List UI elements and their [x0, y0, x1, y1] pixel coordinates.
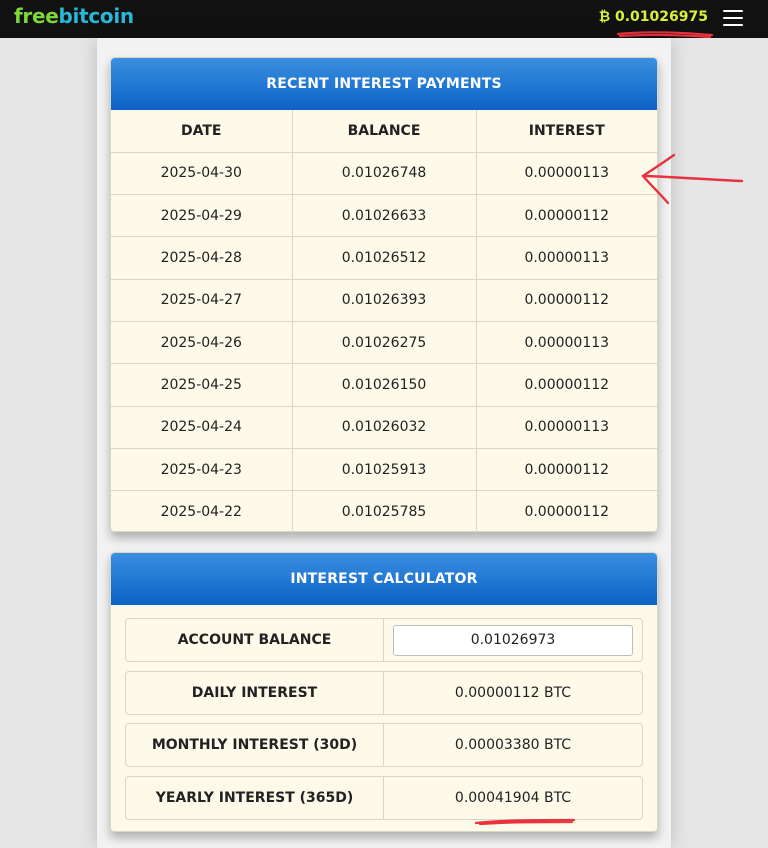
payment-balance-cell: 0.01026633	[292, 195, 476, 237]
table-header-row	[111, 110, 657, 152]
payment-date-cell: 2025-04-22	[111, 491, 292, 533]
payment-interest-cell: 0.00000112	[476, 279, 657, 321]
calculator-panel-title: INTEREST CALCULATOR	[111, 553, 657, 605]
table-row	[111, 364, 657, 406]
payments-table	[111, 110, 657, 533]
payment-balance-cell: 0.01025785	[292, 491, 476, 533]
account-balance-row	[125, 618, 643, 662]
payment-interest-cell: 0.00000113	[476, 321, 657, 363]
payment-date-cell: 2025-04-26	[111, 321, 292, 363]
payment-date-cell: 2025-04-23	[111, 448, 292, 490]
payment-date-cell: 2025-04-28	[111, 237, 292, 279]
table-row	[111, 448, 657, 490]
yearly-interest-label: YEARLY INTEREST (365D)	[126, 777, 384, 819]
payment-balance-cell: 0.01026150	[292, 364, 476, 406]
payment-balance-cell: 0.01025913	[292, 448, 476, 490]
freebitcoin-logo[interactable]	[14, 4, 134, 28]
payments-panel-title: RECENT INTEREST PAYMENTS	[111, 58, 657, 110]
table-row	[111, 491, 657, 533]
table-row	[111, 279, 657, 321]
table-row	[111, 152, 657, 194]
payment-interest-cell: 0.00000113	[476, 237, 657, 279]
daily-interest-row	[125, 671, 643, 715]
payment-balance-cell: 0.01026032	[292, 406, 476, 448]
payment-date-cell: 2025-04-24	[111, 406, 292, 448]
column-header-date: DATE	[111, 110, 292, 152]
column-header-balance: BALANCE	[292, 110, 476, 152]
payment-balance-cell: 0.01026393	[292, 279, 476, 321]
table-row	[111, 321, 657, 363]
top-bar	[0, 0, 768, 38]
payment-interest-cell: 0.00000113	[476, 152, 657, 194]
payment-interest-cell: 0.00000113	[476, 406, 657, 448]
hamburger-menu-icon[interactable]	[723, 10, 743, 26]
payment-interest-cell: 0.00000112	[476, 195, 657, 237]
account-balance-display: ₿ 0.01026975	[598, 9, 708, 25]
monthly-interest-label: MONTHLY INTEREST (30D)	[126, 724, 384, 766]
monthly-interest-row	[125, 723, 643, 767]
yearly-interest-value: 0.00041904 BTC	[454, 789, 572, 806]
account-balance-label: ACCOUNT BALANCE	[126, 619, 384, 661]
column-header-interest: INTEREST	[476, 110, 657, 152]
payment-date-cell: 2025-04-29	[111, 195, 292, 237]
payment-date-cell: 2025-04-30	[111, 152, 292, 194]
payment-interest-cell: 0.00000112	[476, 491, 657, 533]
payment-date-cell: 2025-04-25	[111, 364, 292, 406]
interest-calculator-panel	[110, 552, 658, 832]
table-row	[111, 237, 657, 279]
recent-interest-payments-panel	[110, 57, 658, 532]
account-balance-input[interactable]	[393, 625, 633, 656]
daily-interest-label: DAILY INTEREST	[126, 672, 384, 714]
payment-interest-cell: 0.00000112	[476, 364, 657, 406]
payment-balance-cell: 0.01026748	[292, 152, 476, 194]
table-row	[111, 406, 657, 448]
logo-text-bitcoin: bitcoin	[58, 4, 134, 28]
payment-date-cell: 2025-04-27	[111, 279, 292, 321]
payment-interest-cell: 0.00000112	[476, 448, 657, 490]
yearly-interest-row	[125, 776, 643, 820]
daily-interest-value: 0.00000112 BTC	[454, 684, 572, 701]
payment-balance-cell: 0.01026512	[292, 237, 476, 279]
monthly-interest-value: 0.00003380 BTC	[454, 737, 572, 753]
logo-text-free: free	[14, 4, 59, 28]
payment-balance-cell: 0.01026275	[292, 321, 476, 363]
table-row	[111, 195, 657, 237]
